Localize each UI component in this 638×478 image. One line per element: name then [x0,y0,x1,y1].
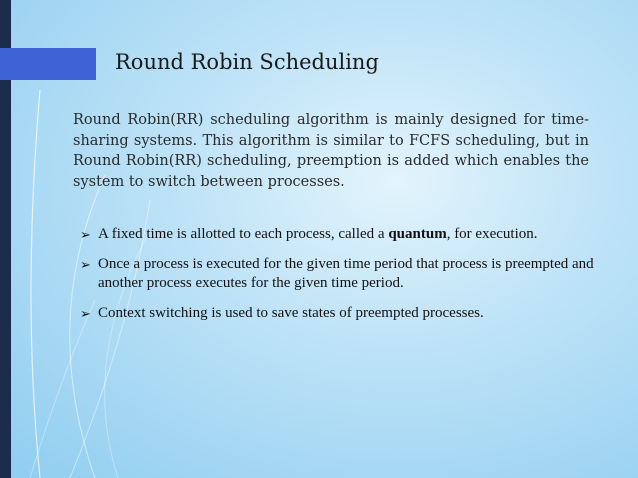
intro-paragraph: Round Robin(RR) scheduling algorithm is mainly designed for time-sharing systems. This algorithm is similar to FCFS scheduling, but in Round Robin(RR) scheduling, preemption is added which enables the system to switch between processes. [73,112,589,190]
bullet-item [80,255,620,293]
bullet-item [80,225,620,244]
bullet-text-after: , for execution. [446,226,538,242]
arrow-bullet-icon: ➢ [80,306,91,321]
arrow-bullet-icon: ➢ [80,257,91,272]
bullet-text-before: A fixed time is allotted to each process, called a [98,226,389,242]
bullet-bold-term: quantum [388,226,447,242]
slide-title: Round Robin Scheduling [115,50,379,74]
bullet-text: Context switching is used to save states of preempted processes. [98,305,484,321]
bullet-list [80,225,620,334]
bullet-item [80,304,620,323]
arrow-bullet-icon: ➢ [80,227,91,242]
bullet-text: Once a process is executed for the given time period that process is preempted and another process executes for the given time period. [98,256,594,291]
